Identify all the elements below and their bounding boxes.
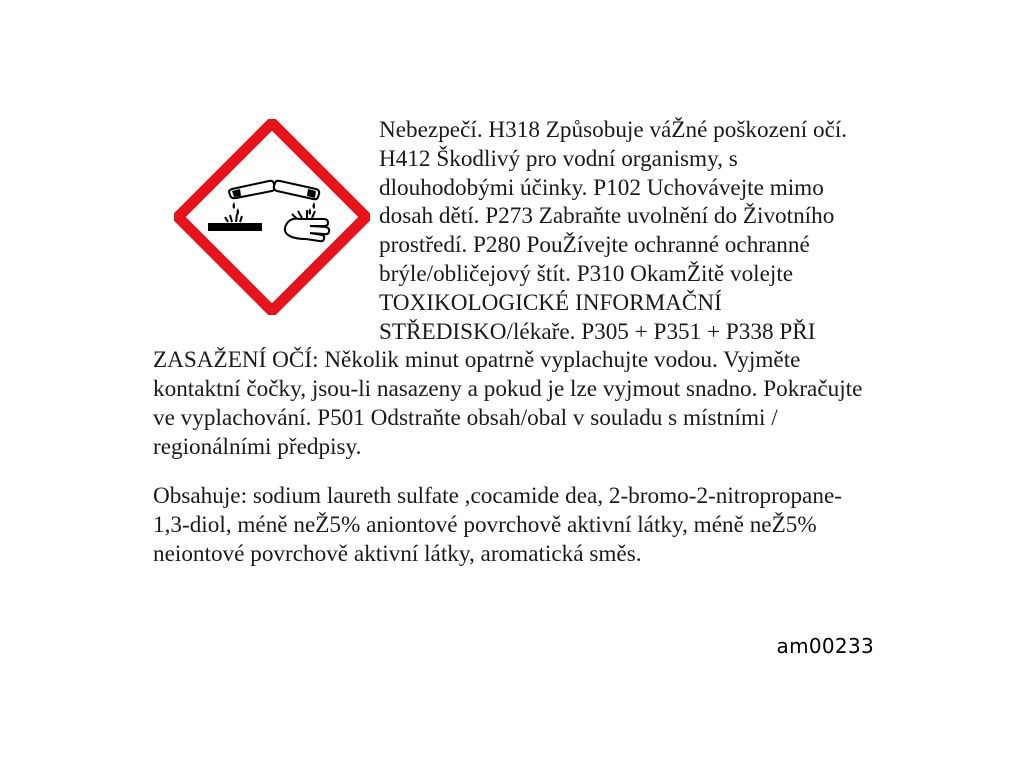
pictogram-spacer — [153, 116, 379, 344]
product-code: am00233 — [776, 634, 874, 658]
hazard-statements — [153, 116, 873, 462]
ingredients-statement: Obsahuje: sodium laureth sulfate ,cocamide dea, 2-bromo-2-nitropropane-1,3-diol, méně neŽ5% aniontové povrchově aktivní látky, méně neŽ5% neiontové povrchově aktivní látky, aromatická směs. — [153, 483, 842, 567]
hazard-statements-text: Nebezpečí. H318 Způsobuje váŽné poškození očí. H412 Škodlivý pro vodní organismy, s dlouhodobými účinky. P102 Uchovávejte mimo dosah dětí. P273 Zabraňte uvolnění do Životního prostředí. P280 PouŽívejte ochranné ochranné brýle/obličejový štít. P310 OkamŽitě volejte TOXIKOLOGICKÉ INFORMAČNÍ STŘEDISKO/lékaře. P305 + P351 + P338 PŘI ZASAŽENÍ OČÍ: Několik minut opatrně vyplachujte vodou. Vyjměte kontaktní čočky, jsou-li nasazeny a pokud je lze vyjmout snadno. Pokračujte ve vyplachování. P501 Odstraňte obsah/obal v souladu s místními / regionálními předpisy. — [153, 117, 863, 460]
